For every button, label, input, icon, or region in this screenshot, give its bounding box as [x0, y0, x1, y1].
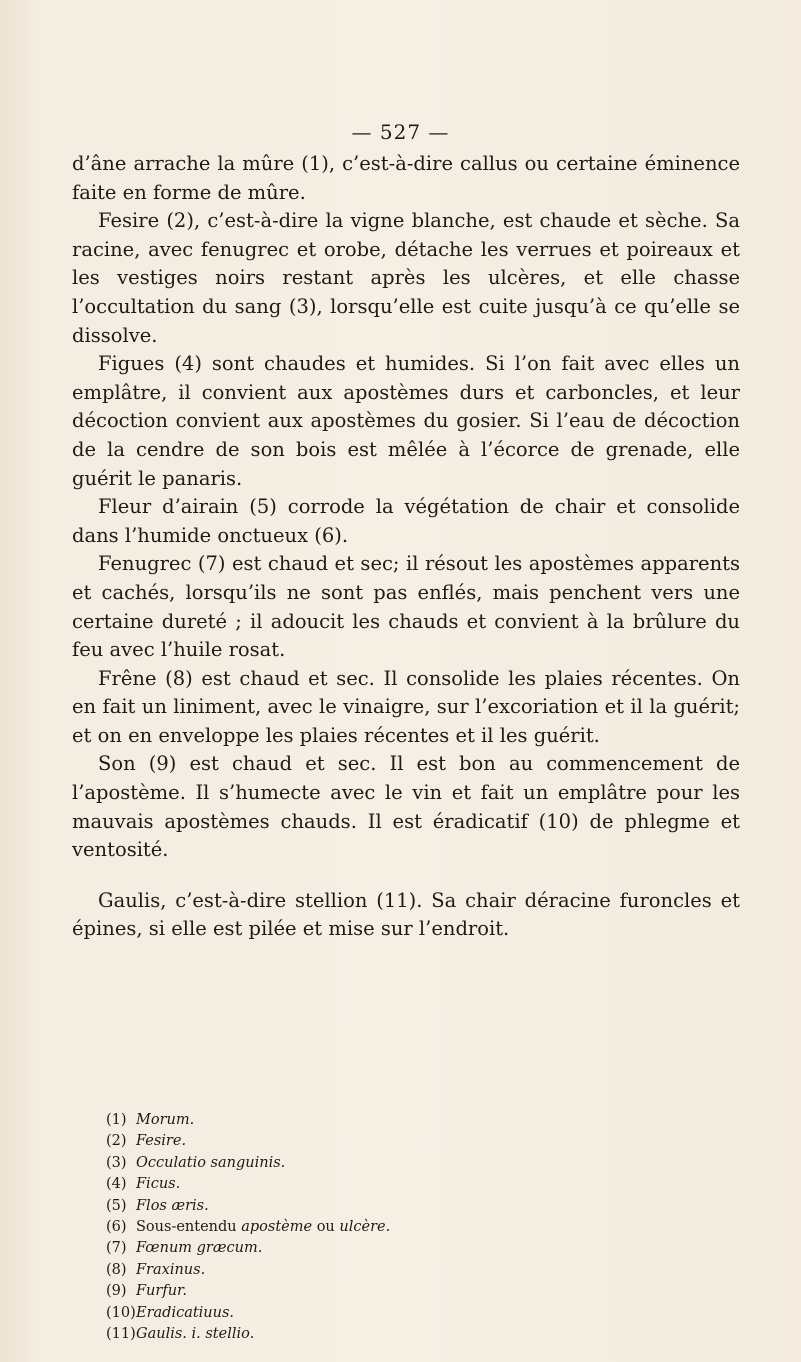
footnote: (1) Morum.: [106, 1112, 195, 1128]
footnote: (11)Gaulis. i. stellio.: [106, 1326, 255, 1343]
paragraph: Frêne (8) est chaud et sec. Il consolide les plaies récentes. On en fait un liniment, avec le vinaigre, sur l’excoriation et il la guérit; et on en enveloppe les plaies récentes et il les guérit.: [72, 666, 740, 747]
footnote: (9) Furfur.: [106, 1283, 187, 1300]
main-text: [72, 150, 740, 944]
footnote: (7) Fœnum græcum.: [106, 1240, 263, 1257]
footnote: (4) Ficus.: [106, 1176, 181, 1193]
footnotes: [106, 1110, 706, 1345]
paragraph: Son (9) est chaud et sec. Il est bon au commencement de l’apostème. Il s’humecte avec le vin et fait un emplâtre pour les mauvais apostèmes chauds. Il est éradicatif (10) de phlegme et ventosité.: [72, 752, 740, 862]
footnote: (6) Sous-entendu apostème ou ulcère.: [106, 1219, 391, 1236]
footnote: (5) Flos æris.: [106, 1197, 209, 1214]
paragraph: Figues (4) sont chaudes et humides. Si l’on fait avec elles un emplâtre, il convient aux apostèmes durs et carboncles, et leur décoction convient aux apostèmes du gosier. Si l’eau de décoction de la cendre de son bois est mêlée à l’écorce de grenade, elle guérit le panaris.: [72, 352, 740, 490]
footnote: (10)Eradicatiuus.: [106, 1304, 235, 1321]
paragraph: Fesire (2), c’est-à-dire la vigne blanche, est chaude et sèche. Sa racine, avec fenugrec et orobe, détache les verrues et poireaux et les vestiges noirs restant après les ulcères, et elle chasse l’occultation du sang (3), lorsqu’elle est cuite jusqu’à ce qu’elle se dissolve.: [72, 209, 740, 347]
footnote: (8) Fraxinus.: [106, 1261, 206, 1278]
footnote: (2) Fesire.: [106, 1133, 187, 1150]
paragraph: d’âne arrache la mûre (1), c’est-à-dire callus ou certaine éminence faite en forme de mûre.: [72, 152, 740, 204]
paragraph: Gaulis, c’est-à-dire stellion (11). Sa chair déracine furoncles et épines, si elle est pilée et mise sur l’endroit.: [72, 888, 740, 941]
footnote: (3) Occulatio sanguinis.: [106, 1154, 286, 1171]
paragraph: Fenugrec (7) est chaud et sec; il résout les apostèmes apparents et cachés, lorsqu’ils ne sont pas enflés, mais penchent vers une certaine dureté ; il adoucit les chauds et convient à la brûlure du feu avec l’huile rosat.: [72, 552, 740, 662]
paragraph: Fleur d’airain (5) corrode la végétation de chair et consolide dans l’humide onctueux (6).: [72, 495, 740, 547]
page-number: — 527 —: [351, 120, 450, 144]
